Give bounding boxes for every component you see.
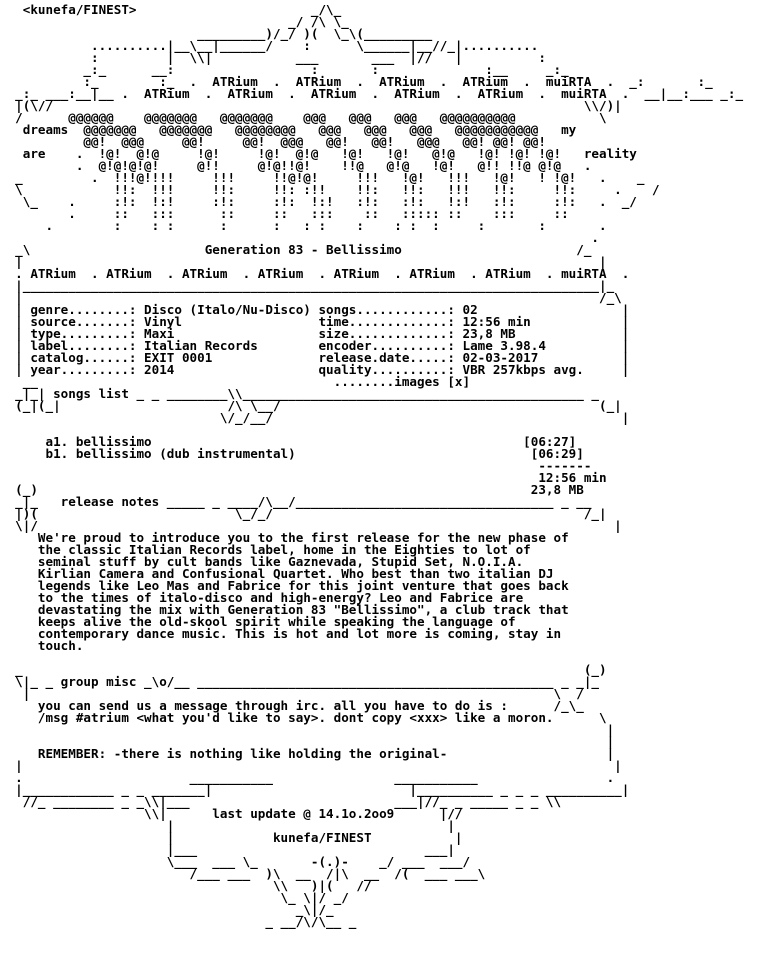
nfo-line: @@! @@@ @@! @@! @@@ @@! @@! @@@ @@! @@! @@! [0,134,630,149]
nfo-line: legends like Leo Mas and Fabrice for this joint venture that goes back [0,578,615,593]
nfo-line: _|_| songs list _ _ ________\\_____________________________________________ _ [0,386,615,401]
nfo-line: | genre........: Disco (Italo/Nu-Disco) songs............: 02 | [0,302,630,317]
nfo-line: REMEMBER: -there is nothing like holding the original- | [0,746,615,761]
nfo-line: |)( \_/_/ /_| [0,506,622,521]
nfo-line: (_|(_| /\ \__/ (_| [0,398,630,413]
nfo-line: : | \\| ___ ___ |// | : [0,50,607,65]
nfo-line: | label........: Italian Records encoder..........: Lame 3.98.4 | [0,338,630,353]
nfo-line: \|_ _ group misc _\o/__ _______________________________________________ _ _|_ [0,674,607,689]
nfo-line: ..........|__\__|______/ : \______|__//_|.......... [0,38,599,53]
nfo-line: | [0,734,615,749]
nfo-line: :_ :_ . ATRium . ATRium . ATRium . ATRium . muiRTA . _: :_ [0,74,751,89]
nfo-line: (_) 23,8 MB [0,482,630,497]
nfo-line: 12:56 min [0,470,637,485]
nfo-line: \___ ___ \_ -(.)- _/ ___ ___/ [0,854,599,869]
nfo-line: | [0,722,615,737]
nfo-line: / @@@@@@ @@@@@@@ @@@@@@@ @@@ @@@ @@@ @@@@@@@@@@ \ [0,110,622,125]
nfo-line: . :: ::: :: :: ::: :: ::::: :: ::: :: [0,206,645,221]
nfo-line: \\| last update @ 14.1o.2oo9 |// [0,806,592,821]
nfo-line: keeps alive the old-skool spirit while speaking the language of [0,614,615,629]
nfo-line: /___ ___ )\ __ /|\ __ /( ___ ___\ [0,866,599,881]
nfo-line: |___ ___| [0,842,607,857]
nfo-line: the classic Italian Records label, home in the Eighties to lot of [0,542,615,557]
nfo-line: | catalog......: EXIT 0001 release.date.....: 02-03-2017 | [0,350,630,365]
nfo-line: \\ )|( // [0,878,607,893]
nfo-line: Kirlian Camera and Confusional Quartet. Who best than two italian DJ [0,566,615,581]
nfo-line: devastating the mix with Generation 83 "Bellissimo", a club track that [0,602,607,617]
nfo-line: |(\// \\/)| [0,98,637,113]
nfo-line: _\|/_ [0,902,607,917]
nfo-line: | kunefa/FINEST | [0,830,615,845]
nfo-line: _:_ ___:__|__ . ATRium . ATRium . ATRium . ATRium . ATRium . muiRTA . __|__:___ _:_ [0,86,758,101]
nfo-line: //_ ________ _ _\\|___ ___|//_ _ _____ _ _ \\ [0,794,569,809]
nfo-line: <kunefa/FINEST> _/\_ [0,2,584,17]
nfo-line: | year.........: 2014 quality..........: VBR 257kbps avg. | [0,362,630,377]
nfo-line: | source.......: Vinyl time.............: 12:56 min | [0,314,630,329]
nfo-line: We're proud to introduce you to the first release for the new phase of [0,530,615,545]
nfo-line: | | [0,758,622,773]
nfo-line: |____________________________________________________________________________|_ [0,278,630,293]
nfo-line: | /_\ [0,290,630,305]
nfo-line: \ !!: !!! !!: !!: :!! !!: !!: !!! !!: !!: . / [0,182,668,197]
nfo-line: contemporary dance music. This is hot and lot more is coming, stay in [0,626,615,641]
nfo-line: . [0,230,622,245]
nfo-line: | \ / [0,686,599,701]
nfo-line: you can send us a message through irc. all you have to do is : /_\_ [0,698,599,713]
nfo-line: b1. bellissimo (dub instrumental) [06:29] [0,446,637,461]
nfo-line: . @!@!@!@! @!! @!@!!@! !!@ @!@ !@! @!! !!@ @!@ . [0,158,637,173]
nfo-line: | type.........: Maxi size.............: 23,8 MB | [0,326,630,341]
nfo-line: | | [0,818,607,833]
nfo-line: \|/ | [0,518,622,533]
nfo-line: _ . !!!@!!!! !!! !!@!@! !!! !@! !!! !@! ! !@! . _ [0,170,660,185]
nfo-line: . ATRium . ATRium . ATRium . ATRium . ATRium . ATRium . ATRium . muiRTA . [0,266,645,281]
nfo-line: . : : : : : : : : : : : : : . [0,218,637,233]
nfo-line: to the times of italo-disco and high-energy? Leo and Fabrice are [0,590,615,605]
nfo-line: dreams @@@@@@@ @@@@@@@ @@@@@@@@ @@@ @@@ @@@ @@@@@@@@@@@ my [0,122,622,137]
nfo-line: /msg #atrium <what you'd like to say>. dont copy <xxx> like a moron. \ [0,710,615,725]
nfo-line: \_ . :!: !:! :!: :!: !:! :!: :!: !:! :!: :!: . _/ [0,194,645,209]
nfo-line: \/_/__/ | [0,410,630,425]
nfo-line: touch. [0,638,622,653]
nfo-line: _:_ __: : : :__ _:_ [0,62,622,77]
nfo-line: are . !@! @!@ !@! !@! @!@ !@! !@! @!@ !@! !@! !@! reality [0,146,653,161]
nfo-line: _\ Generation 83 - Bellissimo /_ [0,242,599,257]
nfo-line: |____________ _ _ _______| |__________ _ _ _ __________| [0,782,630,797]
nfo-line: \_ \|/ _/ [0,890,607,905]
nfo-line: ------- [0,458,637,473]
nfo-line: _ (_) [0,662,622,677]
nfo-line: _|_ release notes _____ _ ____/\__/__________________________________ _ __ [0,494,607,509]
nfo-line: _________)/_/ )( \_\(_________ [0,26,592,41]
nfo-line: _ __/\/\__ _ [0,914,607,929]
nfo-line: _/ /\ \_ [0,14,592,29]
nfo-line: a1. bellissimo [06:27] [0,434,630,449]
nfo-line: seminal stuff by cult bands like Gaznevada, Stupid Set, N.O.I.A. [0,554,615,569]
nfo-line: __ ........images [x] [0,374,630,389]
nfo-art-block [0,2,758,929]
nfo-line: . ___________ ___________ . [0,770,622,785]
nfo-line: | | [0,254,615,269]
